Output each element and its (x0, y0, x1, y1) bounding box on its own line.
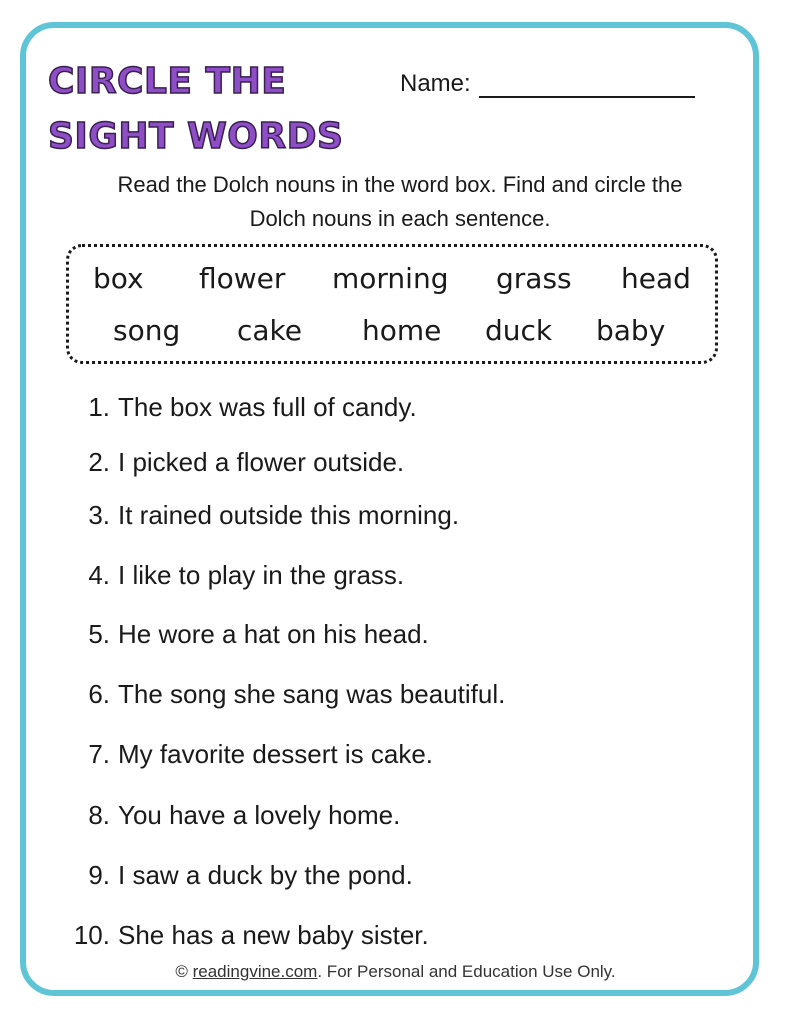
sentence-item (60, 857, 700, 893)
word-box-item: song (113, 314, 181, 347)
sentence-number: 1. (88, 392, 110, 422)
word-box (66, 244, 718, 364)
sentence-text: The song she sang was beautiful. (118, 679, 506, 709)
sentence-item (60, 557, 700, 593)
sentence-number: 7. (88, 739, 110, 769)
sentence-number: 6. (88, 679, 110, 709)
word-box-item: box (93, 262, 144, 295)
sentence-text: I picked a flower outside. (118, 447, 405, 477)
sentence-number: 9. (88, 860, 110, 890)
title-line-2: SIGHT WORDS (48, 116, 344, 157)
sentence-item (60, 497, 700, 533)
sentence-number: 4. (88, 560, 110, 590)
word-box-item: flower (199, 262, 286, 295)
worksheet-title (48, 54, 343, 164)
instructions: Read the Dolch nouns in the word box. Find and circle the Dolch nouns in each sentence. (117, 172, 683, 231)
sentence-number: 8. (88, 800, 110, 830)
sentence-text: I like to play in the grass. (118, 560, 405, 590)
sentence-text: You have a lovely home. (118, 800, 401, 830)
sentence-number: 5. (88, 619, 110, 649)
word-box-item: head (621, 262, 691, 295)
name-label: Name: (400, 70, 471, 97)
title-line-1: CIRCLE THE (48, 61, 287, 102)
sentence-item (60, 616, 700, 652)
sentence-text: I saw a duck by the pond. (118, 860, 413, 890)
word-box-item: home (362, 314, 442, 347)
sentence-text: He wore a hat on his head. (118, 619, 429, 649)
sentence-item (60, 676, 700, 712)
sentence-text: It rained outside this morning. (118, 500, 460, 530)
word-box-item: grass (496, 262, 572, 295)
sentence-item (60, 444, 700, 480)
sentence-item (60, 736, 700, 772)
sentence-number: 2. (88, 447, 110, 477)
sentence-number: 3. (88, 500, 110, 530)
sentence-item (60, 389, 700, 425)
sentence-item (60, 917, 700, 953)
word-box-item: morning (332, 262, 449, 295)
name-field (400, 70, 695, 98)
copyright-symbol: © (175, 962, 188, 981)
name-blank-line (479, 72, 695, 98)
sentence-text: She has a new baby sister. (118, 920, 429, 950)
word-box-item: cake (237, 314, 302, 347)
readingvine-link[interactable]: readingvine.com (192, 962, 318, 981)
sentence-text: My favorite dessert is cake. (118, 739, 433, 769)
sentence-number: 10. (73, 920, 110, 950)
word-box-item: baby (596, 314, 666, 347)
sentence-text: The box was full of candy. (118, 392, 417, 422)
footer (0, 962, 791, 982)
sentence-item (60, 797, 700, 833)
footer-suffix: . For Personal and Education Use Only. (317, 962, 616, 981)
word-box-item: duck (485, 314, 553, 347)
